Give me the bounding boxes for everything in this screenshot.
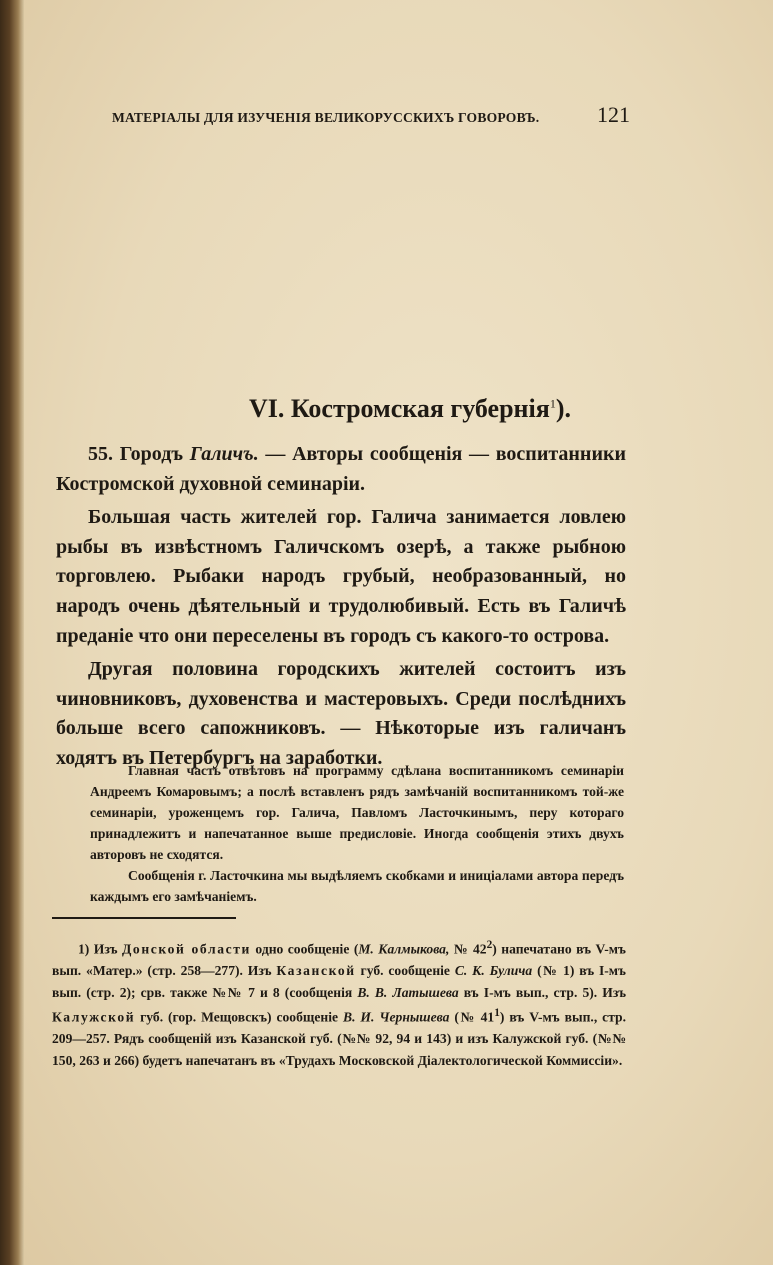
fn-region: Казанской <box>276 963 356 979</box>
note-paragraph: Главная часть отвѣтовъ на программу сдѣлана воспитанникомъ семинаріи Андреемъ Комаровымъ; а послѣ вставленъ рядъ замѣчаній воспитанникомъ той-же семинаріи, уроженцемъ гор. Галича, Павломъ Ласточкинымъ, перу котораго принадлежитъ и напечатанное выше предисловіе. Иногда сообщенія этихъ двухъ авторовъ не сходятся. <box>90 763 624 862</box>
fn-text: губ. (гор. Мещовскъ) сообщеніе <box>135 1009 343 1025</box>
footnote-1 <box>52 935 626 1072</box>
entry-heading <box>56 440 626 499</box>
fn-text: одно сообщеніе ( <box>250 941 359 957</box>
fn-sup: 1 <box>494 1007 500 1020</box>
section-title-text: VI. Костромская губернія <box>248 394 550 423</box>
fn-author: В. В. Латышева <box>357 984 459 1000</box>
main-text <box>56 440 626 774</box>
footnotes <box>52 935 626 1072</box>
footnote-rule <box>52 917 236 919</box>
paragraph: Другая половина городскихъ жителей состоитъ изъ чиновниковъ, духовенства и мастеровыхъ. Среди послѣднихъ больше всего сапожниковъ. — Нѣкоторые изъ галичанъ ходятъ въ Петербургъ на заработки. <box>56 658 626 769</box>
running-head: МАТЕРІАЛЫ ДЛЯ ИЗУЧЕНІЯ ВЕЛИКОРУССКИХЪ ГОВОРОВЪ. <box>112 110 540 125</box>
entry-rest: — Авторы сообщенія — воспитанники Костромской духовной семинаріи. <box>56 443 627 495</box>
fn-text: губ. сообщеніе <box>355 963 455 979</box>
fn-text: № 42 <box>449 941 487 957</box>
footnote-mark: 1 <box>549 396 556 411</box>
fn-text: 1) Изъ <box>78 941 122 957</box>
fn-text: ) въ V-мъ вып., стр. 209—257. Рядъ сообщеній изъ Казанской губ. (№№ 92, 94 и 143) и изъ Калужской губ. (№№ 150, 263 и 266) будетъ напечатанъ въ «Трудахъ Московской Діалектологической Коммиссіи». <box>52 1009 627 1069</box>
section-title <box>60 394 760 424</box>
fn-author: М. Калмыкова, <box>358 941 450 957</box>
note-paragraph: Сообщенія г. Ласточкина мы выдѣляемъ скобками и иниціалами автора передъ каждымъ его замѣчаніемъ. <box>90 868 624 904</box>
fn-author: В. И. Чернышева <box>343 1009 450 1025</box>
fn-author: С. К. Булича <box>454 963 533 979</box>
entry-number: 55. <box>88 443 113 465</box>
fn-region: Донской области <box>121 941 251 957</box>
fn-sup: 2 <box>486 939 493 951</box>
fn-text: (№ 1) въ I-мъ вып. (стр. 2); срв. также №№ 7 и 8 (сообщенія <box>52 963 626 1000</box>
fn-text: (№ 41 <box>449 1009 495 1025</box>
fn-region: Калужской <box>52 1009 136 1025</box>
paragraph: Большая часть жителей гор. Галича занимается ловлею рыбы въ извѣстномъ Галичскомъ озерѣ, а также рыбною торговлею. Рыбаки народъ грубый, необразованный, но народъ очень дѣятельный и трудолюбивый. Есть въ Галичѣ преданіе что они переселены въ городъ съ какого-то острова. <box>56 506 626 647</box>
book-spine-shadow <box>0 0 24 1265</box>
entry-place: Галичъ. <box>189 443 259 465</box>
section-title-closing: ). <box>555 394 571 423</box>
page-header <box>112 102 630 130</box>
page-number: 121 <box>597 102 630 127</box>
editorial-note <box>90 760 624 907</box>
fn-text: ) напечатано въ V-мъ вып. «Матер.» (стр. 258—277). Изъ <box>52 941 626 979</box>
fn-text: въ I-мъ вып., стр. 5). Изъ <box>458 984 626 1000</box>
entry-lead: Городъ <box>119 443 183 465</box>
